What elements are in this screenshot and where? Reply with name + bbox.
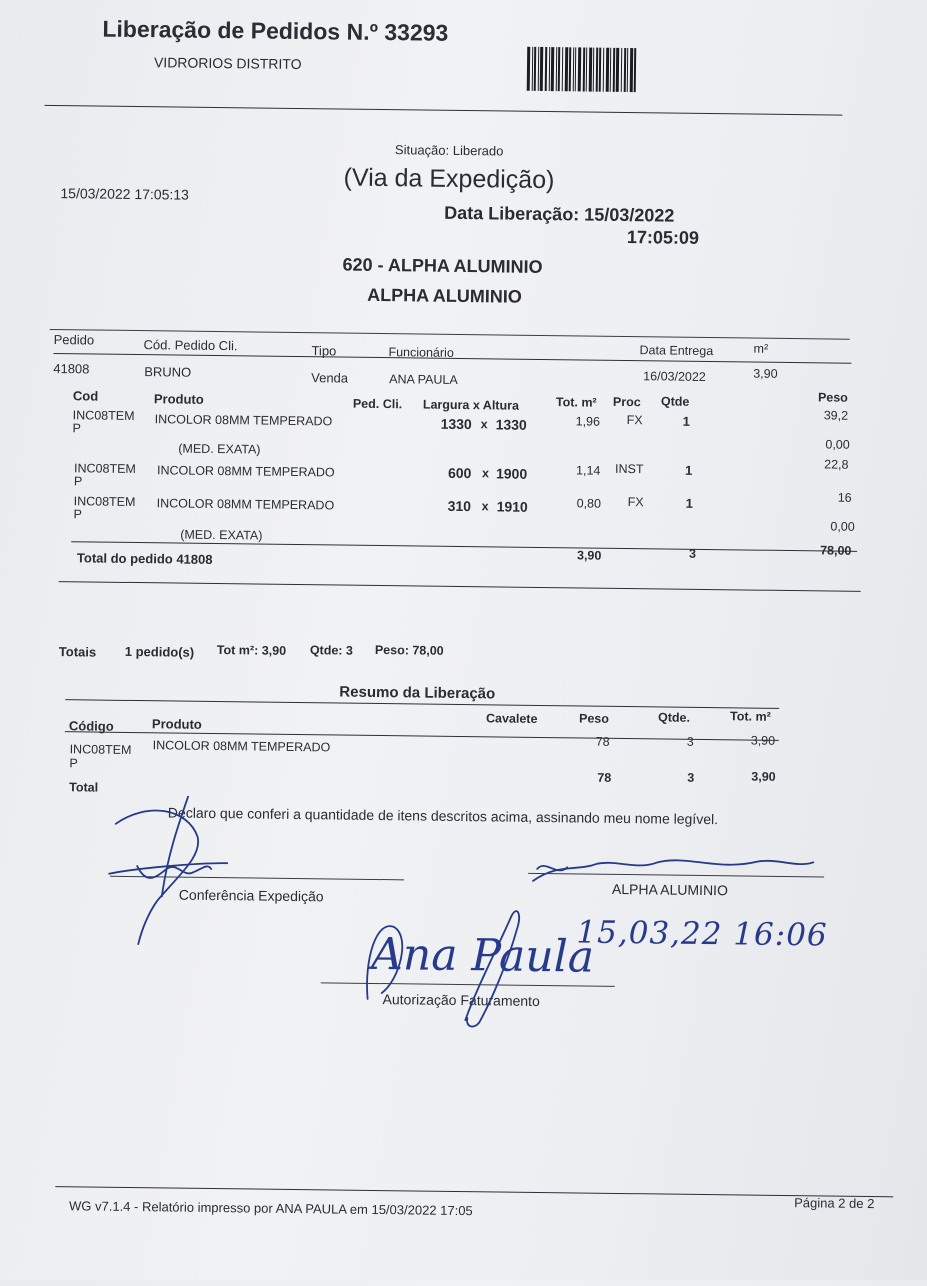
item-cod: INC08TEM	[72, 408, 135, 424]
summary-title: Resumo da Liberação	[339, 683, 496, 703]
via-label: (Via da Expedição)	[343, 163, 555, 195]
label-data-entrega: Data Entrega	[639, 343, 714, 359]
label-pedido: Pedido	[53, 332, 95, 348]
release-date: Data Liberação: 15/03/2022	[444, 202, 675, 226]
summary-col-peso: Peso	[578, 711, 610, 726]
autorizacao-label: Autorização Faturamento	[382, 991, 540, 1010]
totals-pedidos: 1 pedido(s)	[124, 643, 195, 660]
item-cod-suffix: P	[73, 507, 82, 522]
summary-col-cavalete: Cavalete	[485, 711, 538, 726]
item-cod-suffix: P	[73, 474, 83, 489]
summary-row-produto: INCOLOR 08MM TEMPERADO	[152, 738, 331, 755]
summary-col-produto: Produto	[151, 716, 202, 732]
client-signature-stroke	[537, 866, 567, 871]
totals-label: Totais	[58, 644, 97, 660]
item-obs: (MED. EXATA)	[180, 527, 263, 543]
item-cod: INC08TEM	[73, 461, 136, 477]
order-total-m2: 3,90	[576, 548, 602, 563]
summary-row-tot-m2: 3,90	[750, 733, 776, 748]
client-code-name: 620 - ALPHA ALUMINIO	[342, 254, 543, 277]
printed-timestamp: 15/03/2022 17:05:13	[60, 185, 189, 203]
item-altura: 1330	[495, 416, 527, 433]
company-name: VIDRORIOS DISTRITO	[153, 54, 302, 73]
release-time: 17:05:09	[626, 227, 700, 248]
item-cod: INC08TEM	[73, 494, 136, 510]
item-largura: 1330	[440, 415, 472, 433]
col-tot-m2: Tot. m²	[555, 395, 597, 410]
col-largura-altura: Largura x Altura	[422, 397, 520, 413]
item-proc: INST	[615, 461, 644, 477]
item-largura: 600	[447, 464, 472, 482]
label-cod-pedido-cli: Cód. Pedido Cli.	[143, 337, 238, 354]
summary-total-peso: 78	[597, 770, 612, 785]
col-qtde: Qtde	[660, 394, 690, 409]
summary-total-label: Total	[69, 780, 99, 795]
client-name: ALPHA ALUMINIO	[367, 284, 522, 307]
item-times: x	[481, 499, 489, 514]
summary-col-tot-m2: Tot. m²	[730, 709, 771, 724]
handwritten-date: 15,03,22 16:06	[576, 914, 828, 954]
col-proc: Proc	[612, 394, 641, 410]
item-produto: INCOLOR 08MM TEMPERADO	[156, 463, 335, 480]
item-proc: FX	[626, 413, 643, 428]
value-pedido: 41808	[53, 361, 90, 377]
item-qtde: 1	[682, 413, 691, 429]
item-peso-extra: 0,00	[830, 519, 855, 534]
item-obs: (MED. EXATA)	[178, 441, 261, 457]
totals-qtde: Qtde: 3	[309, 643, 354, 658]
summary-row-codigo-suffix: P	[69, 756, 78, 771]
item-tot-m2: 1,14	[575, 463, 601, 478]
totals-m2: Tot m²: 3,90	[216, 643, 287, 658]
summary-row-qtde: 3	[686, 734, 694, 749]
item-tot-m2: 1,96	[575, 414, 601, 429]
item-times: x	[481, 466, 490, 481]
order-total-peso: 78,00	[820, 543, 852, 558]
summary-total-qtde: 3	[687, 770, 695, 785]
footer-printed-by: WG v7.1.4 - Relatório impresso por ANA PAULA em 15/03/2022 17:05	[68, 1198, 473, 1219]
item-qtde: 1	[684, 462, 693, 478]
totals-peso: Peso: 78,00	[374, 642, 444, 658]
col-cod: Cod	[72, 388, 99, 404]
handwritten-name: Ana Paula	[370, 928, 595, 983]
summary-row-peso: 78	[595, 734, 610, 749]
item-peso-extra: 0,00	[825, 437, 850, 452]
item-qtde: 1	[685, 495, 694, 511]
label-tipo: Tipo	[311, 343, 337, 359]
col-ped-cli: Ped. Cli.	[352, 396, 403, 412]
item-largura: 310	[447, 497, 472, 515]
client-signature-stroke	[533, 858, 813, 884]
label-funcionario: Funcionário	[388, 345, 454, 360]
conferencia-label: Conferência Expedição	[178, 886, 324, 905]
value-tipo: Venda	[311, 370, 349, 386]
item-produto: INCOLOR 08MM TEMPERADO	[154, 412, 333, 429]
summary-col-codigo: Código	[68, 718, 114, 734]
summary-col-qtde: Qtde.	[657, 710, 691, 725]
summary-total-tot-m2: 3,90	[751, 769, 776, 784]
value-cod-pedido-cli: BRUNO	[144, 364, 192, 380]
ana-signature-stroke	[367, 926, 403, 999]
footer-page-number: Página 2 de 2	[794, 1195, 875, 1212]
ana-signature-stroke	[465, 911, 519, 1028]
item-tot-m2: 0,80	[576, 496, 602, 511]
conferencia-signature-stroke	[114, 810, 198, 945]
item-peso: 39,2	[823, 408, 849, 423]
declaration-text: Declaro que conferi a quantidade de itens descritos acima, assinando meu nome legível.	[167, 804, 719, 828]
item-altura: 1910	[496, 498, 528, 515]
value-funcionario: ANA PAULA	[389, 372, 458, 387]
item-peso: 16	[837, 490, 852, 505]
summary-row-codigo: INC08TEM	[69, 742, 132, 757]
col-produto: Produto	[153, 391, 204, 407]
item-proc: FX	[627, 495, 644, 510]
item-peso: 22,8	[824, 457, 849, 472]
item-times: x	[480, 417, 488, 432]
item-altura: 1900	[495, 465, 528, 482]
col-peso: Peso	[817, 390, 848, 405]
order-total-label: Total do pedido 41808	[76, 550, 213, 567]
item-cod-suffix: P	[72, 421, 81, 436]
value-m2: 3,90	[753, 366, 778, 381]
value-data-entrega: 16/03/2022	[643, 369, 706, 384]
item-produto: INCOLOR 08MM TEMPERADO	[156, 496, 335, 513]
order-total-qtde: 3	[688, 546, 697, 561]
document-title: Liberação de Pedidos N.º 33293	[102, 15, 449, 46]
status-text: Situação: Liberado	[394, 142, 504, 159]
label-m2: m²	[753, 341, 769, 356]
client-signature-label: ALPHA ALUMINIO	[611, 880, 728, 899]
